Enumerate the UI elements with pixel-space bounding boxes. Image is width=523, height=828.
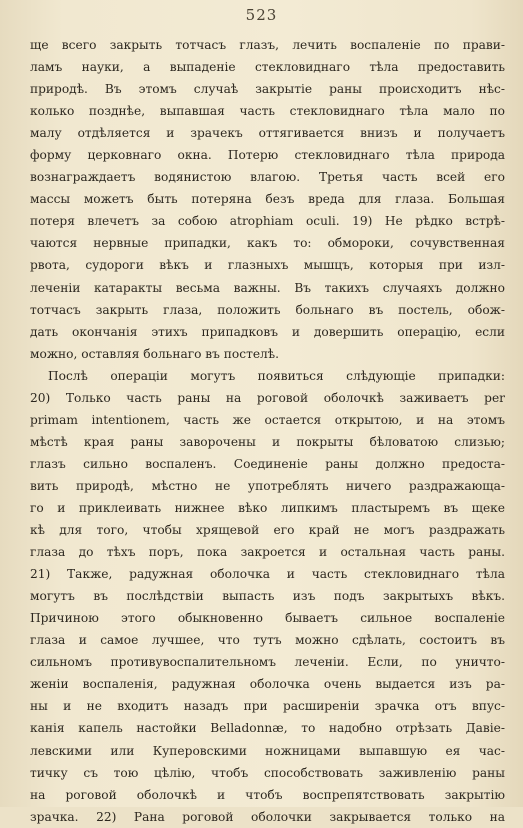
page-number: 523 — [245, 6, 278, 24]
text-line: сильномъ противувоспалительномъ леченіи. Если, по уничто- — [30, 655, 505, 670]
text-line: ны и не входитъ назадъ при расширеніи зрачка отъ впус- — [30, 699, 505, 714]
text-line: глаза до тѣхъ поръ, пока закроется и остальная часть раны. — [30, 545, 505, 560]
text-line: глаза и самое лучшее, что тутъ можно сдѣлать, состоитъ въ — [30, 633, 505, 648]
text-line: левскими или Куперовскими ножницами выпавшую ея час- — [30, 743, 505, 758]
text-line: primam intentionem, часть же остается открытою, и на этомъ — [30, 412, 505, 427]
text-line: Причиною этого обыкновенно бываетъ сильное воспаленіе — [30, 611, 505, 626]
text-line: массы можетъ быть потеряна безъ вреда для глаза. Большая — [30, 192, 505, 207]
text-line: кѣ для того, чтобы хрящевой его край не могъ раздражать — [30, 523, 505, 538]
text-line: зрачка. 22) Рана роговой оболочки закрывается только на — [30, 809, 505, 824]
text-line: го и приклеивать нижнее вѣко липкимъ пластыремъ въ щеке — [30, 500, 505, 515]
text-line: малу отдѣляется и зрачекъ оттягивается внизъ и получаетъ — [30, 126, 505, 141]
text-line: мѣстѣ края раны заворочены и покрыты бѣловатою слизью; — [30, 434, 505, 449]
text-line: вознаграждаетъ водянистою влагою. Третья часть всей его — [30, 170, 505, 185]
text-line: форму церковнаго окна. Потерю стекловиднаго тѣла природа — [30, 148, 505, 163]
text-line: потеря влечетъ за собою atrophiam oculi. 19) Не рѣдко встрѣ- — [30, 214, 505, 229]
text-line: колько позднѣе, выпавшая часть стекловиднаго тѣла мало по — [30, 104, 505, 119]
paragraph-end-line: можно, оставляя больнаго въ постелѣ. — [30, 346, 279, 361]
text-line: на роговой оболочкѣ и чтобъ воспрепятствовать закрытію — [30, 787, 505, 802]
paragraph-start-line: Послѣ операціи могутъ появиться слѣдующіе припадки: — [48, 368, 505, 383]
text-line: тотчасъ закрыть глаза, положить больнаго въ постель, обож- — [30, 302, 505, 317]
text-line: могутъ въ послѣдствіи выпасть изъ подъ закрытыхъ вѣкъ. — [30, 589, 505, 604]
text-line: тичку съ тою цѣлію, чтобъ способствовать заживленію раны — [30, 765, 505, 780]
text-line: леченіи катаракты весьма важны. Въ такихъ случаяхъ должно — [30, 280, 505, 295]
text-line: вить природѣ, мѣстно не употреблять ничего раздражающа- — [30, 478, 505, 493]
text-line: глазъ сильно воспаленъ. Соединеніе раны должно предоста- — [30, 456, 505, 471]
text-line: 21) Также, радужная оболочка и часть стекловиднаго тѣла — [30, 567, 505, 582]
text-line: канія капель настойки Belladonnæ, то надобно отрѣзать Давіе- — [30, 721, 505, 736]
body-text — [30, 34, 505, 828]
text-line: природѣ. Въ этомъ случаѣ закрытіе раны происходитъ нѣс- — [30, 82, 505, 97]
text-line: женіи воспаленія, радужная оболочка очень выдается изъ ра- — [30, 677, 505, 692]
text-line: ламъ науки, а выпаденіе стекловиднаго тѣла предоставить — [30, 60, 505, 75]
text-line: рвота, судороги вѣкъ и глазныхъ мышцъ, которыя при изл- — [30, 258, 505, 273]
text-line: дать окончанія этихъ припадковъ и довершить операцію, если — [30, 324, 505, 339]
text-line: ще всего закрыть тотчасъ глазъ, лечить воспаленіе по прави- — [30, 38, 505, 52]
text-line: чаются нервные припадки, какъ то: обмороки, сочувственная — [30, 236, 505, 251]
text-line: 20) Только часть раны на роговой оболочкѣ заживаетъ per — [30, 390, 505, 405]
